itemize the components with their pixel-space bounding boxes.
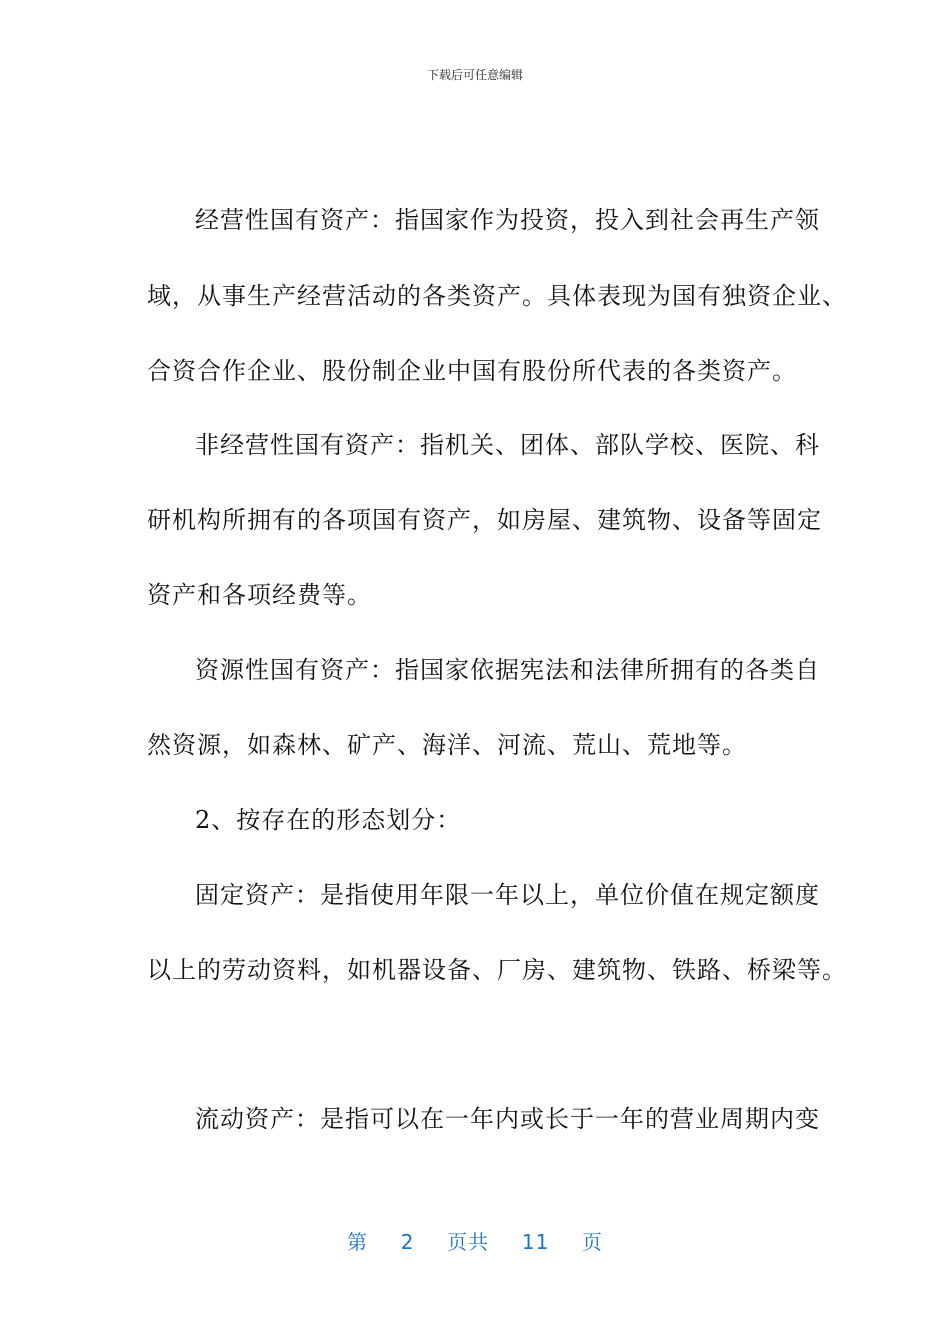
paragraph-line: 研机构所拥有的各项国有资产，如房屋、建筑物、设备等固定 [147, 506, 822, 534]
footer-total-pages: 11 [521, 1230, 550, 1254]
paragraph-line: 非经营性国有资产：指机关、团体、部队学校、医院、科 [195, 431, 820, 459]
paragraph-line: 经营性国有资产：指国家作为投资，投入到社会再生产领 [195, 206, 820, 234]
paragraph-line: 合资合作企业、股份制企业中国有股份所代表的各类资产。 [147, 357, 797, 385]
paragraph-line: 然资源，如森林、矿产、海洋、河流、荒山、荒地等。 [147, 731, 747, 759]
footer-label-end: 页 [582, 1230, 604, 1254]
paragraph-line: 域，从事生产经营活动的各类资产。具体表现为国有独资企业、 [147, 282, 847, 310]
paragraph-line: 固定资产：是指使用年限一年以上，单位价值在规定额度 [195, 881, 820, 909]
page-header: 下载后可任意编辑 [426, 68, 523, 82]
footer-current-page: 2 [400, 1230, 415, 1254]
paragraph-line: 以上的劳动资料，如机器设备、厂房、建筑物、铁路、桥梁等。 [147, 956, 847, 984]
paragraph-line: 资产和各项经费等。 [147, 581, 372, 609]
footer-label-page: 第 [346, 1230, 368, 1254]
paragraph-line: 流动资产：是指可以在一年内或长于一年的营业周期内变 [195, 1105, 820, 1133]
paragraph-line: 资源性国有资产：指国家依据宪法和法律所拥有的各类自 [195, 656, 820, 684]
page-footer [0, 1226, 950, 1255]
section-heading: 2、按存在的形态划分： [195, 806, 462, 834]
footer-label-total: 页共 [447, 1230, 490, 1254]
